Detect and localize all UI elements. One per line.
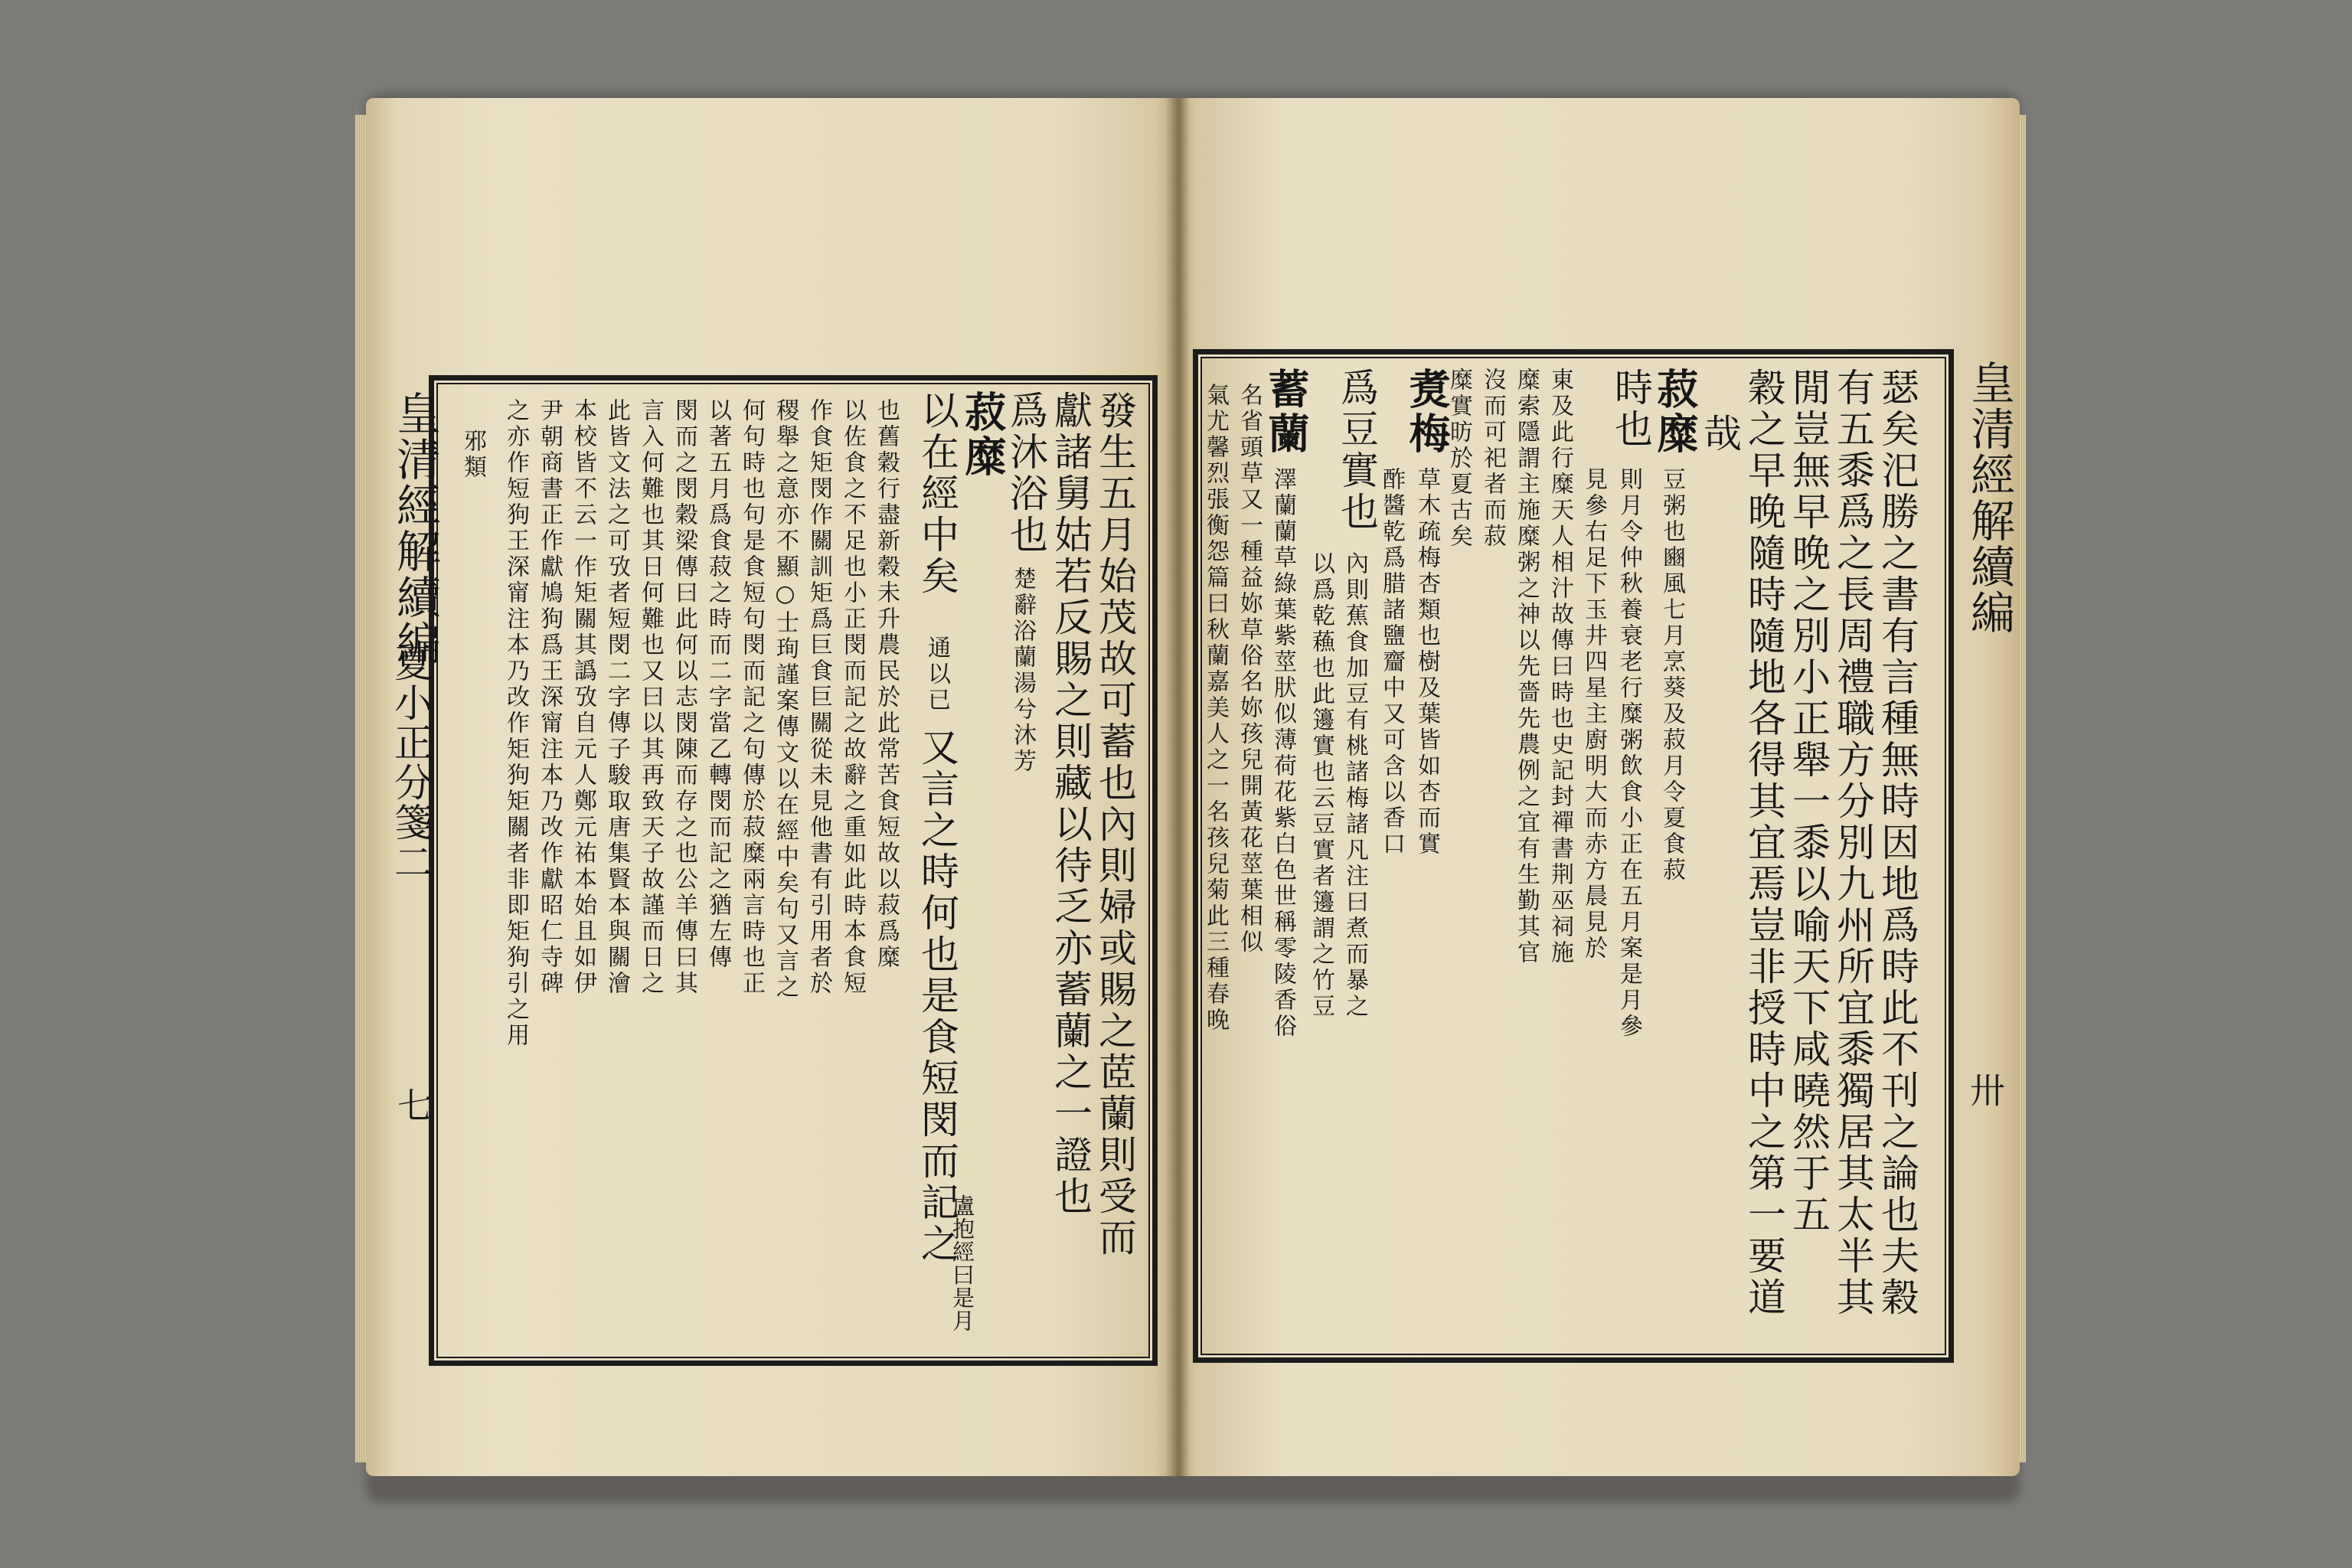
left-column-note: 楚辭浴蘭湯兮沐芳 [1009, 567, 1036, 775]
left-column: 本校皆不云一作矩關其譌攷自元人鄭元祐本始且如伊 [570, 398, 596, 997]
right-column-note: 酢醬乾爲腊諸鹽齏中又可含以香口 [1378, 467, 1405, 858]
right-column: 見參右足下玉井四星主廚明大而赤方晨見於 [1580, 467, 1607, 962]
book-gutter [1165, 98, 1190, 1476]
right-column: 沒而可祀者而菽 [1479, 368, 1506, 550]
left-column: 何句時也句是食短句閔而記之句傳於菽糜兩言時也正 [738, 398, 765, 997]
left-column: 發生五月始茂故可蓄也內則婦或賜之茝蘭則受而 [1093, 390, 1137, 1259]
right-entry-heading: 蓄蘭 [1262, 368, 1311, 456]
right-column: 時也 [1609, 368, 1653, 450]
right-column: 名省頭草又一種益妳草俗名妳孩兒開黃花莖葉相似 [1236, 383, 1263, 956]
right-column-note: 內則蕉食加豆有桃諸梅諸凡注曰煮而暴之 [1341, 551, 1368, 1020]
left-column: 又言之時何也是食短閔而記之 [915, 727, 959, 1265]
left-page-number: 七 [392, 1087, 433, 1125]
left-column: 以佐食之不足也小正閔而記之故辭之重如此時本食短 [839, 398, 866, 997]
left-column: 邪類 [459, 429, 486, 481]
page-edge-left [355, 115, 366, 1462]
right-entry-heading: 煑梅 [1403, 368, 1452, 456]
right-column: 穀之早晚隨時隨地各得其宜焉豈非授時中之第一要道 [1742, 368, 1786, 1318]
right-column: 氣尤馨烈張衡怨篇曰秋蘭嘉美人之一名孩兒菊此三種春晚 [1202, 383, 1229, 1034]
right-column: 糜實昉於夏古矣 [1446, 368, 1472, 550]
left-column: 尹朝商書正作獻鳩狗爲王深甯注本乃改作獻昭仁寺碑 [536, 398, 563, 997]
right-column-note: 豆粥也豳風七月烹葵及菽月令夏食菽 [1658, 467, 1685, 884]
right-entry-heading: 菽糜 [1651, 368, 1700, 456]
left-column: 之亦作短狗王深甯注本乃改作矩狗矩關者非即矩狗引之用 [502, 398, 529, 1049]
left-column: 作食矩閔作關訓矩爲巨食巨關從未見他書有引用者於 [805, 398, 832, 997]
right-column: 瑟矣汜勝之書有言種無時因地爲時此不刊之論也夫穀 [1875, 368, 1919, 1318]
right-column: 有五黍爲之長周禮職方分別九州所宜黍獨居其太半其 [1831, 368, 1875, 1318]
left-column: 以在經中矣 [915, 390, 959, 597]
right-column: 東及此行糜天人相汁故傳曰時也史記封禪書荆巫祠施 [1547, 368, 1573, 966]
right-column: 哉 [1697, 413, 1742, 455]
right-column: 爲豆實也 [1334, 368, 1379, 533]
left-column: 閔而之閔穀梁傳曰此何以志閔陳而存之也公羊傳曰其 [671, 398, 697, 997]
left-column: 稷舉之意亦不顯○士珣謹案傳文以在經中矣句又言之 [772, 398, 799, 1001]
left-entry-heading: 菽糜 [959, 390, 1008, 479]
left-column: 以著五月爲食菽之時而二字當乙轉閔而記之猶左傳 [704, 398, 731, 971]
right-column-note: 則月令仲秋養衰老行糜粥飲食小正在五月案是月參 [1615, 467, 1642, 1040]
left-column: 爲沐浴也 [1004, 390, 1048, 556]
left-column-note: 通以已 [923, 635, 950, 714]
right-page-number: 卅 [1965, 1072, 2006, 1110]
left-column: 言入何難也其日何難也又曰以其再致天子故謹而日之 [637, 398, 664, 997]
right-column-note: 澤蘭蘭草綠葉紫莖肰似薄荷花紫白色世稱零陵香俗 [1269, 467, 1296, 1040]
right-column-note: 草木疏梅杏類也樹及葉皆如杏而實 [1413, 467, 1440, 858]
left-column: 此皆文法之可攷者短閔二字傳子駿取唐集賢本與關澮 [603, 398, 630, 997]
right-column: 閒豈無早晚之別小正舉一黍以喻天下咸曉然于五 [1786, 368, 1831, 1236]
right-column: 糜索隱謂主施糜粥之神以先嗇先農例之宜有生勤其官 [1513, 368, 1540, 966]
right-margin-title: 皇清經解續編 [1963, 360, 2015, 635]
left-column-note: 盧抱經曰是月 [949, 1194, 975, 1332]
right-column-note: 以爲乾蘓也此籩實也云豆實者籩謂之竹豆 [1308, 551, 1334, 1020]
left-section-title: 夏小正分箋二 [388, 643, 433, 882]
left-column: 獻諸舅姑若反賜之則藏以待乏亦蓄蘭之一證也 [1048, 390, 1093, 1217]
left-margin-title: 皇清經解續編 [389, 390, 441, 666]
left-column: 也舊穀行盡新穀未升農民於此常苦食短故以菽爲糜 [873, 398, 900, 971]
